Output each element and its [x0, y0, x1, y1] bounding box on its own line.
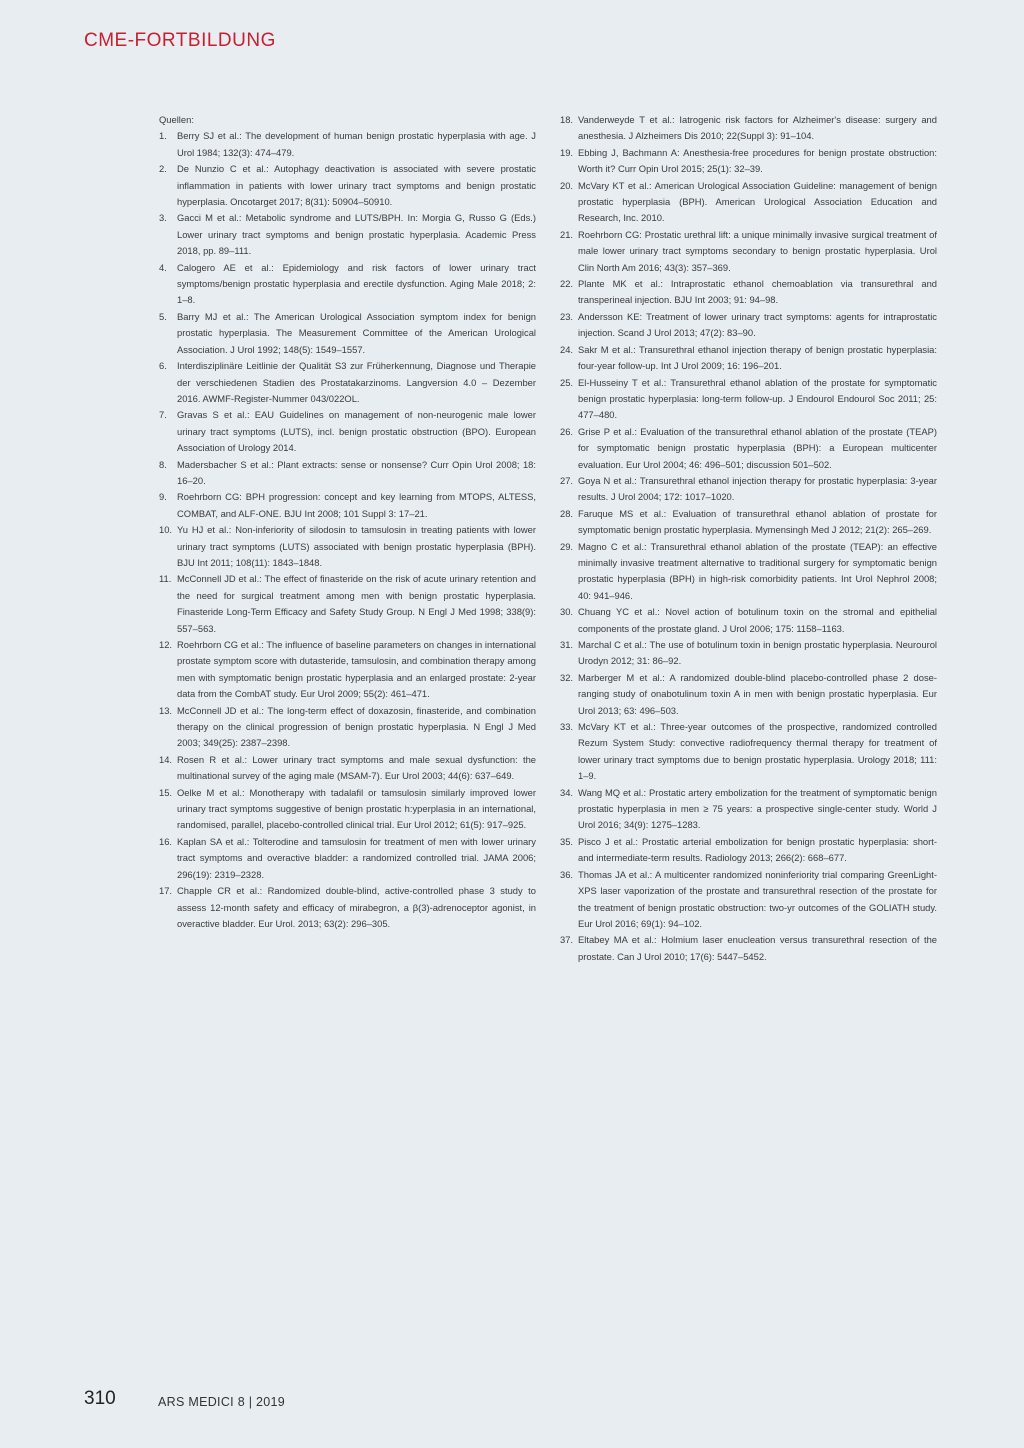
reference-text: El-Husseiny T et al.: Transurethral ethanol ablation of the prostate for symptomatic benign prostatic hyperplasia: long-term follow-up. J Endourol Endourol Soc 2011; 25: 477–480.: [578, 376, 937, 421]
reference-number: 7.: [159, 409, 167, 421]
reference-text: Grise P et al.: Evaluation of the transurethral ethanol ablation of the prostate (TEAP) for symptomatic benign prostatic hyperplasia (BPH): a European multicenter evaluation. Eur Urol 2004; 46: 496–501; discussion 501–502.: [578, 425, 937, 470]
reference-number: 3.: [159, 212, 167, 224]
reference-text: De Nunzio C et al.: Autophagy deactivation is associated with severe prostatic inflammation in patients with lower urinary tract symptoms and benign prostatic hyperplasia. Oncotarget 2017; 8(31): 50904–50910.: [177, 163, 536, 208]
reference-number: 5.: [159, 310, 167, 322]
reference-number: 2.: [159, 163, 167, 175]
reference-item: [159, 752, 536, 785]
reference-item: [560, 309, 937, 342]
reference-text: Calogero AE et al.: Epidemiology and risk factors of lower urinary tract symptoms/benign prostatic hyperplasia and erectile dysfunction. Aging Male 2018; 2: 1–8.: [177, 261, 536, 306]
reference-item: [560, 637, 937, 670]
reference-text: Roehrborn CG: BPH progression: concept and key learning from MTOPS, ALTESS, COMBAT, and ALF-ONE. BJU Int 2008; 101 Suppl 3: 17–21.: [177, 491, 536, 519]
reference-text: Plante MK et al.: Intraprostatic ethanol chemoablation via transurethral and transperineal injection. BJU Int 2003; 91: 94–98.: [578, 278, 937, 306]
reference-item: [560, 867, 937, 933]
reference-item: [560, 719, 937, 785]
reference-item: [560, 932, 937, 965]
reference-text: Berry SJ et al.: The development of human benign prostatic hyperplasia with age. J Urol 1984; 132(3): 474–479.: [177, 130, 536, 158]
page-number: 310: [84, 1388, 116, 1409]
reference-text: Roehrborn CG et al.: The influence of baseline parameters on changes in international prostate symptom score with dutasteride, tamsulosin, and combination therapy among men with symptomatic benign prostatic hyperplasia and an enlarged prostate: 2-year data from the CombAT study. Eur Urol 2009; 55(2): 461–471.: [177, 639, 536, 700]
reference-list-left: [159, 128, 536, 932]
reference-text: Gravas S et al.: EAU Guidelines on management of non-neurogenic male lower urinary tract symptoms (LUTS), incl. benign prostatic obstruction (BPO). European Association of Urology 2014.: [177, 409, 536, 454]
reference-number: 20.: [560, 179, 574, 191]
reference-text: Barry MJ et al.: The American Urological Association symptom index for benign prostatic hyperplasia. The Measurement Committee of the American Urological Association. J Urol 1992; 148(5): 1549–1557.: [177, 310, 536, 355]
reference-number: 8.: [159, 458, 167, 470]
reference-text: Faruque MS et al.: Evaluation of transurethral ethanol ablation of prostate for symptomatic benign prostatic hyperplasia. Mymensingh Med J 2012; 21(2): 265–269.: [578, 507, 937, 536]
references-column-left: [159, 112, 536, 932]
reference-number: 35.: [560, 835, 574, 847]
references-column-right: [560, 112, 937, 965]
reference-text: Rosen R et al.: Lower urinary tract symptoms and male sexual dysfunction: the multinational survey of the aging male (MSAM-7). Eur Urol 2003; 44(6): 637–649.: [177, 753, 536, 782]
reference-item: [560, 276, 937, 309]
reference-number: 19.: [560, 146, 574, 158]
reference-number: 11.: [159, 573, 172, 585]
reference-number: 22.: [560, 278, 574, 290]
reference-text: McVary KT et al.: American Urological Association Guideline: management of benign prostatic hyperplasia (BPH). American Urological Association Education and Research, Inc. 2010.: [578, 179, 937, 224]
reference-text: Marberger M et al.: A randomized double-blind placebo-controlled phase 2 dose-ranging study of onabotulinum toxin A in men with benign prostatic hyperplasia. Eur Urol 2013; 63: 496–503.: [578, 671, 937, 716]
reference-item: [159, 489, 536, 522]
reference-item: [560, 145, 937, 178]
reference-text: Chuang YC et al.: Novel action of botulinum toxin on the stromal and epithelial components of the prostate gland. J Urol 2006; 175: 1158–1163.: [578, 606, 937, 634]
reference-item: [560, 834, 937, 867]
reference-number: 6.: [159, 360, 167, 372]
reference-number: 18.: [560, 114, 574, 125]
reference-number: 23.: [560, 310, 574, 322]
reference-item: [159, 883, 536, 932]
reference-item: [159, 834, 536, 883]
reference-number: 36.: [560, 868, 574, 880]
reference-item: [159, 260, 536, 309]
reference-item: [560, 473, 937, 506]
reference-text: Ebbing J, Bachmann A: Anesthesia-free procedures for benign prostate obstruction: Worth it? Curr Opin Urol 2015; 25(1): 32–39.: [578, 146, 937, 175]
reference-number: 12.: [159, 639, 173, 650]
reference-item: [159, 128, 536, 161]
reference-number: 30.: [560, 606, 574, 618]
reference-number: 24.: [560, 343, 574, 355]
reference-text: Wang MQ et al.: Prostatic artery embolization for the treatment of symptomatic benign prostatic hyperplasia in men ≥ 75 years: a prospective single-center study. World J Urol 2016; 34(9): 1275–1283.: [578, 786, 937, 831]
reference-text: Interdisziplinäre Leitlinie der Qualität S3 zur Früherkennung, Diagnose und Therapie der verschiedenen Stadien des Prostatakarzinoms. Langversion 4.0 – Dezember 2016. AWMF-Register-Nummer 043/022OL.: [177, 360, 536, 404]
reference-item: [560, 342, 937, 375]
reference-text: Eltabey MA et al.: Holmium laser enucleation versus transurethral resection of the prostate. Can J Urol 2010; 17(6): 5447–5452.: [578, 934, 937, 962]
reference-text: Pisco J et al.: Prostatic arterial embolization for benign prostatic hyperplasia: short- and intermediate-term results. Radiology 2013; 266(2): 668–677.: [578, 835, 937, 864]
reference-number: 9.: [159, 491, 167, 503]
reference-text: Chapple CR et al.: Randomized double-blind, active-controlled phase 3 study to assess 12-month safety and efficacy of mirabegron, a β(3)-adrenoceptor agonist, in overactive bladder. Eur Urol. 2013; 63(2): 296–305.: [177, 885, 536, 929]
reference-text: Marchal C et al.: The use of botulinum toxin in benign prostatic hyperplasia. Neurourol Urodyn 2012; 31: 86–92.: [578, 639, 937, 667]
journal-info: ARS MEDICI 8 | 2019: [158, 1395, 286, 1409]
reference-text: Sakr M et al.: Transurethral ethanol injection therapy of benign prostatic hyperplasia: four-year follow-up. Int J Urol 2009; 16: 196–201.: [578, 343, 937, 372]
reference-text: Gacci M et al.: Metabolic syndrome and LUTS/BPH. In: Morgia G, Russo G (Eds.) Lower urinary tract symptoms and benign prostatic hyperplasia. Academic Press 2018, pp. 89–111.: [177, 212, 536, 257]
reference-number: 14.: [159, 753, 173, 765]
reference-item: [159, 571, 536, 637]
reference-number: 25.: [560, 376, 574, 388]
reference-number: 34.: [560, 786, 574, 798]
reference-text: Thomas JA et al.: A multicenter randomized noninferiority trial comparing GreenLight-XPS laser vaporization of the prostate and transurethral resection of the prostate for the treatment of benign prostatic obstruction: two-yr outcomes of the GOLIATH study. Eur Urol 2016; 69(1): 94–102.: [578, 868, 937, 929]
reference-text: Madersbacher S et al.: Plant extracts: sense or nonsense? Curr Opin Urol 2008; 18: 16–20.: [177, 458, 536, 486]
reference-item: [560, 539, 937, 605]
reference-item: [560, 604, 937, 637]
reference-number: 17.: [159, 885, 173, 897]
reference-item: [560, 670, 937, 719]
reference-text: McVary KT et al.: Three-year outcomes of the prospective, randomized controlled Rezum System Study: convective radiofrequency thermal therapy for treatment of lower urinary tract symptoms due to benign prostatic hyperplasia. Urology 2018; 111: 1–9.: [578, 721, 937, 782]
reference-text: Kaplan SA et al.: Tolterodine and tamsulosin for treatment of men with lower urinary tract symptoms and overactive bladder: a randomized controlled trial. JAMA 2006; 296(19): 2319–2328.: [177, 835, 536, 880]
reference-number: 1.: [159, 130, 167, 142]
reference-item: [560, 785, 937, 834]
reference-text: McConnell JD et al.: The effect of finasteride on the risk of acute urinary retention and the need for surgical treatment among men with benign prostatic hyperplasia. Finasteride Long-Term Efficacy and Safety Study Group. N Engl J Med 1998; 338(9): 557–563.: [177, 573, 536, 634]
reference-text: Yu HJ et al.: Non-inferiority of silodosin to tamsulosin in treating patients with lower urinary tract symptoms (LUTS) associated with benign prostatic hyperplasia (BPH). BJU Int 2011; 108(11): 1843–1848.: [177, 524, 536, 568]
reference-item: [560, 424, 937, 473]
reference-number: 10.: [159, 524, 173, 536]
reference-item: [159, 309, 536, 358]
reference-number: 21.: [560, 228, 574, 240]
reference-text: Andersson KE: Treatment of lower urinary tract symptoms: agents for intraprostatic injection. Scand J Urol 2013; 47(2): 83–90.: [578, 310, 937, 339]
reference-item: [159, 522, 536, 571]
reference-text: Roehrborn CG: Prostatic urethral lift: a unique minimally invasive surgical treatment of male lower urinary tract symptoms secondary to benign prostatic hyperplasia. Urol Clin North Am 2016; 43(3): 357–369.: [578, 228, 937, 273]
reference-number: 32.: [560, 671, 574, 683]
reference-list-right: [560, 112, 937, 965]
reference-text: Magno C et al.: Transurethral ethanol ablation of the prostate (TEAP): an effective minimally invasive treatment alternative to traditional surgery for symptomatic benign prostatic hyperplasia (BPH) in high-risk comorbidity patients. Int Urol Nephrol 2008; 40: 941–946.: [578, 540, 937, 601]
reference-item: [159, 210, 536, 259]
sources-heading: Quellen:: [159, 114, 194, 125]
reference-number: 28.: [560, 507, 574, 519]
reference-number: 37.: [560, 934, 574, 946]
reference-item: [560, 506, 937, 539]
reference-text: Goya N et al.: Transurethral ethanol injection therapy for prostatic hyperplasia: 3-year results. J Urol 2004; 172: 1017–1020.: [578, 474, 937, 503]
reference-item: [560, 375, 937, 424]
reference-item: [159, 457, 536, 490]
reference-item: [560, 227, 937, 276]
reference-item: [159, 785, 536, 834]
reference-item: [159, 407, 536, 456]
reference-item: [159, 637, 536, 703]
reference-item: [560, 112, 937, 145]
reference-number: 31.: [560, 639, 574, 650]
reference-number: 26.: [560, 425, 574, 437]
section-title: CME-FORTBILDUNG: [84, 30, 276, 51]
reference-item: [159, 161, 536, 210]
reference-text: Vanderweyde T et al.: Iatrogenic risk factors for Alzheimer's disease: surgery and anesthesia. J Alzheimers Dis 2010; 22(Suppl 3): 91–104.: [578, 114, 937, 142]
reference-number: 27.: [560, 474, 574, 486]
reference-number: 16.: [159, 835, 173, 847]
reference-number: 15.: [159, 786, 173, 798]
reference-number: 33.: [560, 721, 574, 733]
reference-number: 29.: [560, 540, 574, 552]
reference-item: [159, 358, 536, 407]
reference-text: McConnell JD et al.: The long-term effect of doxazosin, finasteride, and combination therapy on the clinical progression of benign prostatic hyperplasia. N Engl J Med 2003; 349(25): 2387–2398.: [177, 704, 536, 749]
reference-item: [560, 178, 937, 227]
reference-item: [159, 703, 536, 752]
reference-number: 4.: [159, 261, 167, 273]
reference-text: Oelke M et al.: Monotherapy with tadalafil or tamsulosin similarly improved lower urinary tract symptoms suggestive of benign prostatic h:yperplasia in an international, randomised, parallel, placebo-controlled clinical trial. Eur Urol 2012; 61(5): 917–925.: [177, 786, 536, 831]
reference-number: 13.: [159, 704, 173, 716]
